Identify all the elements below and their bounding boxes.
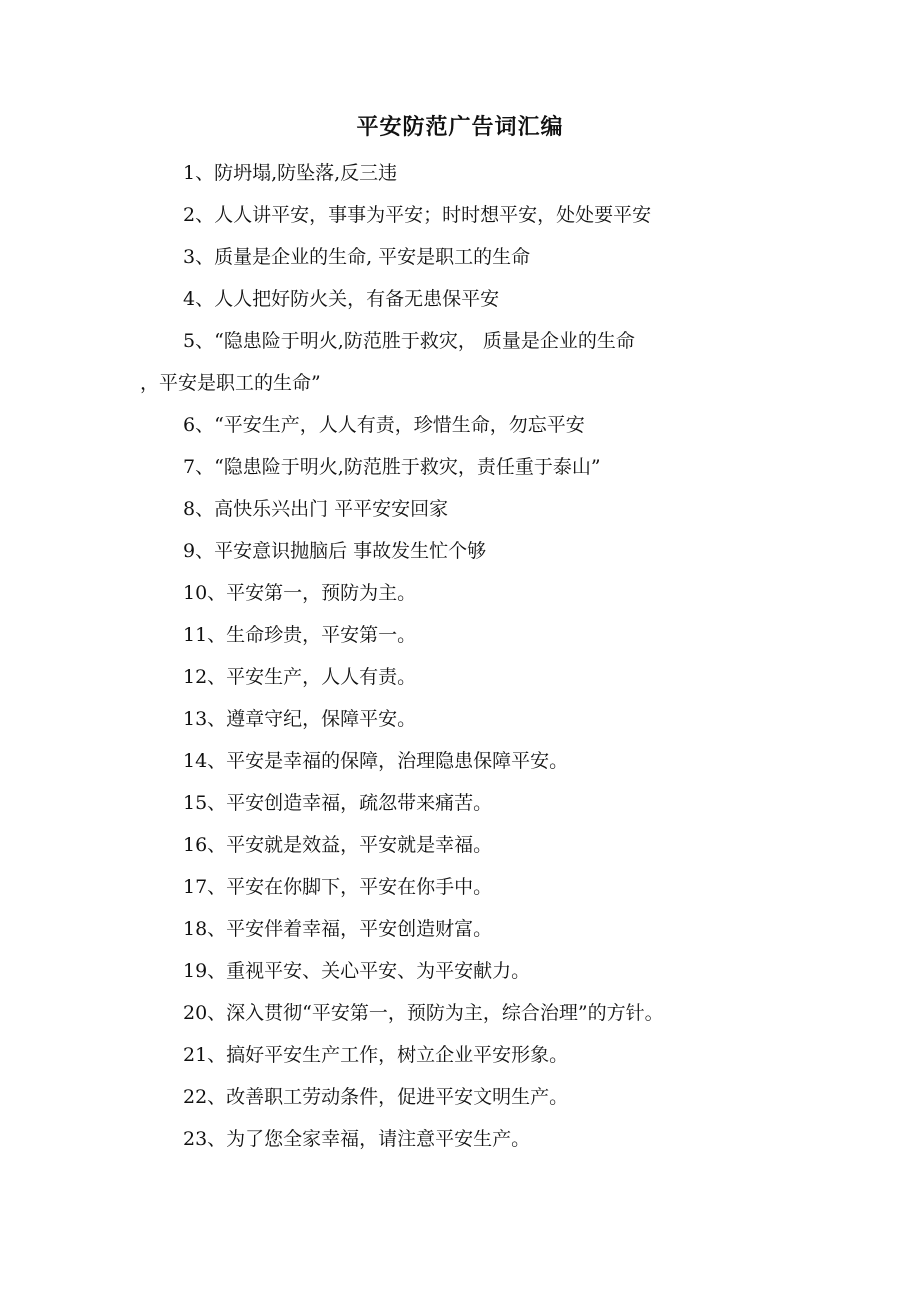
slogan-item: ，平安是职工的生命”: [140, 372, 321, 394]
slogan-item: 15、平安创造幸福，疏忽带来痛苦。: [183, 792, 493, 814]
slogan-item: 4、人人把好防火关，有备无患保平安: [183, 288, 500, 310]
slogan-item: 10、平安第一，预防为主。: [183, 582, 417, 604]
slogan-item: 18、平安伴着幸福，平安创造财富。: [183, 918, 493, 940]
document-title: 平安防范广告词汇编: [356, 114, 564, 140]
slogan-item: 3、质量是企业的生命, 平安是职工的生命: [183, 246, 531, 268]
slogan-item: 5、“隐患险于明火,防范胜于救灾， 质量是企业的生命: [183, 330, 635, 352]
slogan-item: 14、平安是幸福的保障，治理隐患保障平安。: [183, 750, 569, 772]
slogan-item: 22、改善职工劳动条件，促进平安文明生产。: [183, 1086, 569, 1108]
slogan-item: 21、搞好平安生产工作，树立企业平安形象。: [183, 1044, 569, 1066]
slogan-item: 20、深入贯彻“平安第一，预防为主，综合治理”的方针。: [183, 1002, 664, 1024]
slogan-item: 13、遵章守纪，保障平安。: [183, 708, 417, 730]
slogan-item: 6、“平安生产，人人有责，珍惜生命，勿忘平安: [183, 414, 585, 436]
slogan-item: 9、平安意识抛脑后 事故发生忙个够: [183, 540, 487, 562]
slogan-item: 19、重视平安、关心平安、为平安献力。: [183, 960, 531, 982]
slogan-item: 23、为了您全家幸福，请注意平安生产。: [183, 1128, 531, 1150]
slogan-item: 17、平安在你脚下，平安在你手中。: [183, 876, 493, 898]
slogan-item: 11、生命珍贵，平安第一。: [183, 624, 417, 646]
slogan-item: 16、平安就是效益，平安就是幸福。: [183, 834, 493, 856]
slogan-item: 7、“隐患险于明火,防范胜于救灾，责任重于泰山”: [183, 456, 601, 478]
slogan-item: 12、平安生产，人人有责。: [183, 666, 417, 688]
slogan-item: 8、高快乐兴出门 平平安安回家: [183, 498, 449, 520]
slogan-item: 2、人人讲平安，事事为平安；时时想平安，处处要平安: [183, 204, 652, 226]
slogan-item: 1、防坍塌,防坠落,反三违: [183, 162, 398, 184]
